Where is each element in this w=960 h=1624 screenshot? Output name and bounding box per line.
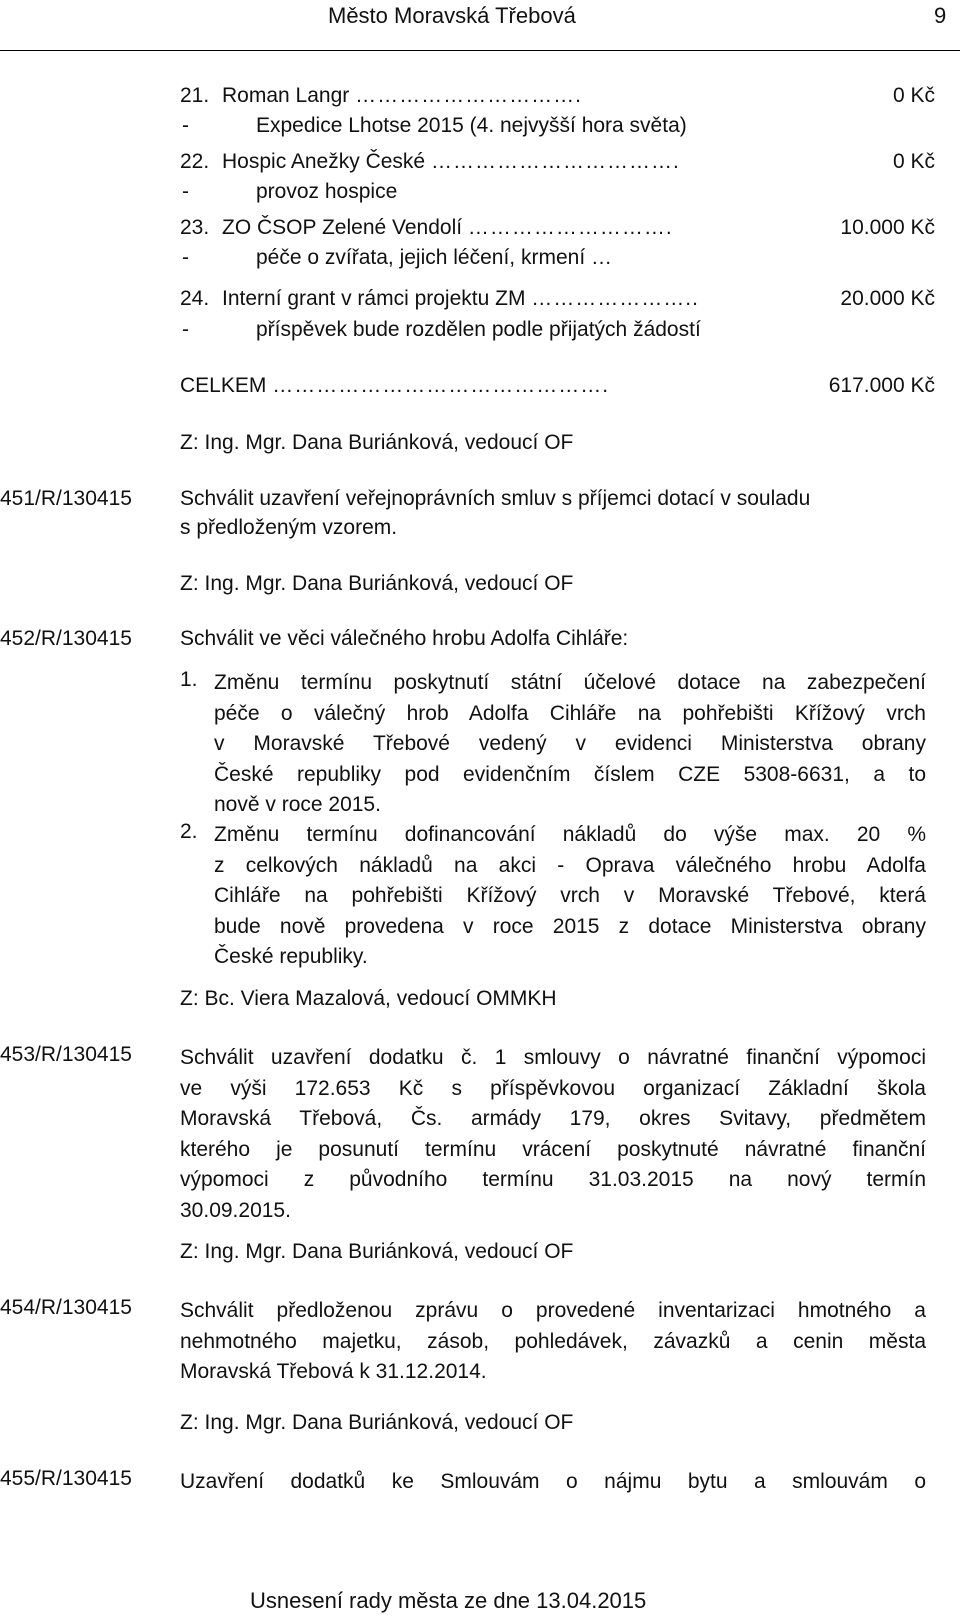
- list-item-number: 2.: [180, 820, 198, 843]
- grant-number: 22.: [180, 150, 210, 173]
- total-label: CELKEM: [180, 374, 267, 397]
- resolution-text-line: Moravská Třebová k 31.12.2014.: [180, 1360, 487, 1383]
- resolution-text-line: Schválit předloženou zprávu o provedené inventarizaci hmotného a: [180, 1299, 926, 1322]
- resolution-text-line: ve výši 172.653 Kč s příspěvkovou organizací Základní škola: [180, 1076, 926, 1100]
- resolution-text-line: Moravská Třebová, Čs. armády 179, okres Svitavy, předmětem: [180, 1107, 926, 1130]
- page-footer: Usnesení rady města ze dne 13.04.2015: [250, 1588, 647, 1613]
- resolution-number: 454/R/130415: [0, 1296, 132, 1319]
- resolution-number: 455/R/130415: [0, 1467, 132, 1490]
- list-item-line: Cihláře na pohřebišti Křížový vrch v Moravské Třebové, která: [214, 884, 926, 907]
- leader-dots: ……………………………………….: [272, 374, 610, 397]
- grant-amount: 0 Kč: [892, 150, 935, 173]
- resolution-text-line: Schválit uzavření veřejnoprávních smluv s příjemci dotací v souladu: [180, 487, 811, 510]
- list-item-line: z celkových nákladů na akci - Oprava válečného hrobu Adolfa: [214, 853, 926, 877]
- resolution-text-line: Schválit uzavření dodatku č. 1 smlouvy o návratné finanční výpomoci: [180, 1046, 926, 1069]
- grant-recipient-name: ZO ČSOP Zelené Vendolí: [222, 216, 463, 239]
- grant-purpose: příspěvek bude rozdělen podle přijatých žádostí: [256, 318, 701, 341]
- grant-purpose: péče o zvířata, jejich léčení, krmení …: [256, 246, 612, 269]
- resolution-text-line: 30.09.2015.: [180, 1198, 291, 1222]
- grant-number: 24.: [180, 287, 210, 310]
- resolution-intro: Schválit ve věci válečného hrobu Adolfa Cihláře:: [180, 627, 629, 650]
- bullet-dash: -: [182, 114, 189, 137]
- page-number: 9: [934, 3, 947, 28]
- list-item-line: v Moravské Třebové vedený v evidenci Ministerstva obrany: [214, 732, 926, 755]
- list-item: [214, 820, 926, 973]
- grant-number: 23.: [180, 216, 210, 239]
- grant-recipient-name: Interní grant v rámci projektu ZM: [222, 287, 526, 310]
- grant-recipient: [222, 287, 699, 311]
- resolution-text: [180, 1296, 926, 1388]
- list-item-line: České republiky.: [214, 945, 368, 968]
- resolution-text-line: výpomoci z původního termínu 31.03.2015 na nový termín: [180, 1168, 926, 1191]
- resolution-number: 453/R/130415: [0, 1043, 132, 1066]
- list-item-line: České republiky pod evidenčním číslem CZE 5308-6631, a to: [214, 762, 926, 786]
- list-item-line: bude nově provedena v roce 2015 z dotace Ministerstva obrany: [214, 914, 926, 938]
- resolution-text-line: nehmotného majetku, zásob, pohledávek, závazků a cenin města: [180, 1329, 926, 1353]
- resolution-text: [180, 1467, 926, 1498]
- list-item-line: Změnu termínu dofinancování nákladů do výše max. 20 %: [214, 823, 926, 846]
- grant-recipient-name: Roman Langr: [222, 84, 350, 107]
- responsible-person: Z: Bc. Viera Mazalová, vedoucí OMMKH: [180, 987, 557, 1010]
- total-row: [180, 374, 609, 398]
- list-item-line: péče o válečný hrob Adolfa Cihláře na pohřebišti Křížový vrch: [214, 701, 926, 725]
- header-divider: [0, 50, 960, 51]
- responsible-person: Z: Ing. Mgr. Dana Buriánková, vedoucí OF: [180, 431, 574, 454]
- leader-dots: …………………..: [531, 287, 699, 310]
- leader-dots: ………………………….: [355, 84, 582, 107]
- grant-amount: 20.000 Kč: [840, 287, 935, 310]
- total-amount: 617.000 Kč: [828, 374, 935, 397]
- list-item-line: nově v roce 2015.: [214, 793, 381, 816]
- list-item-line: Změnu termínu poskytnutí státní účelové dotace na zabezpečení: [214, 671, 926, 694]
- leader-dots: ……………………….: [467, 216, 673, 239]
- list-item-number: 1.: [180, 668, 198, 691]
- resolution-number: 451/R/130415: [0, 487, 132, 510]
- bullet-dash: -: [182, 180, 189, 203]
- responsible-person: Z: Ing. Mgr. Dana Buriánková, vedoucí OF: [180, 1411, 574, 1434]
- list-item: [214, 668, 926, 821]
- grant-amount: 0 Kč: [892, 84, 935, 107]
- grant-recipient: [222, 84, 582, 108]
- resolution-text-line: Uzavření dodatků ke Smlouvám o nájmu bytu a smlouvám o: [180, 1470, 926, 1493]
- resolution-text: [180, 1043, 926, 1226]
- bullet-dash: -: [182, 318, 189, 341]
- grant-amount: 10.000 Kč: [840, 216, 935, 239]
- grant-purpose: provoz hospice: [256, 180, 398, 203]
- grant-number: 21.: [180, 84, 210, 107]
- resolution-number: 452/R/130415: [0, 627, 132, 650]
- leader-dots: …………………………….: [430, 150, 680, 173]
- responsible-person: Z: Ing. Mgr. Dana Buriánková, vedoucí OF: [180, 1240, 574, 1263]
- responsible-person: Z: Ing. Mgr. Dana Buriánková, vedoucí OF: [180, 572, 574, 595]
- grant-recipient: [222, 216, 673, 240]
- grant-purpose: Expedice Lhotse 2015 (4. nejvyšší hora světa): [256, 114, 687, 137]
- page-header-title: Město Moravská Třebová: [328, 3, 576, 28]
- grant-recipient-name: Hospic Anežky České: [222, 150, 426, 173]
- bullet-dash: -: [182, 246, 189, 269]
- resolution-text-line: kterého je posunutí termínu vrácení poskytnuté návratné finanční: [180, 1137, 926, 1161]
- grant-recipient: [222, 150, 680, 174]
- resolution-text-line: s předloženým vzorem.: [180, 516, 398, 539]
